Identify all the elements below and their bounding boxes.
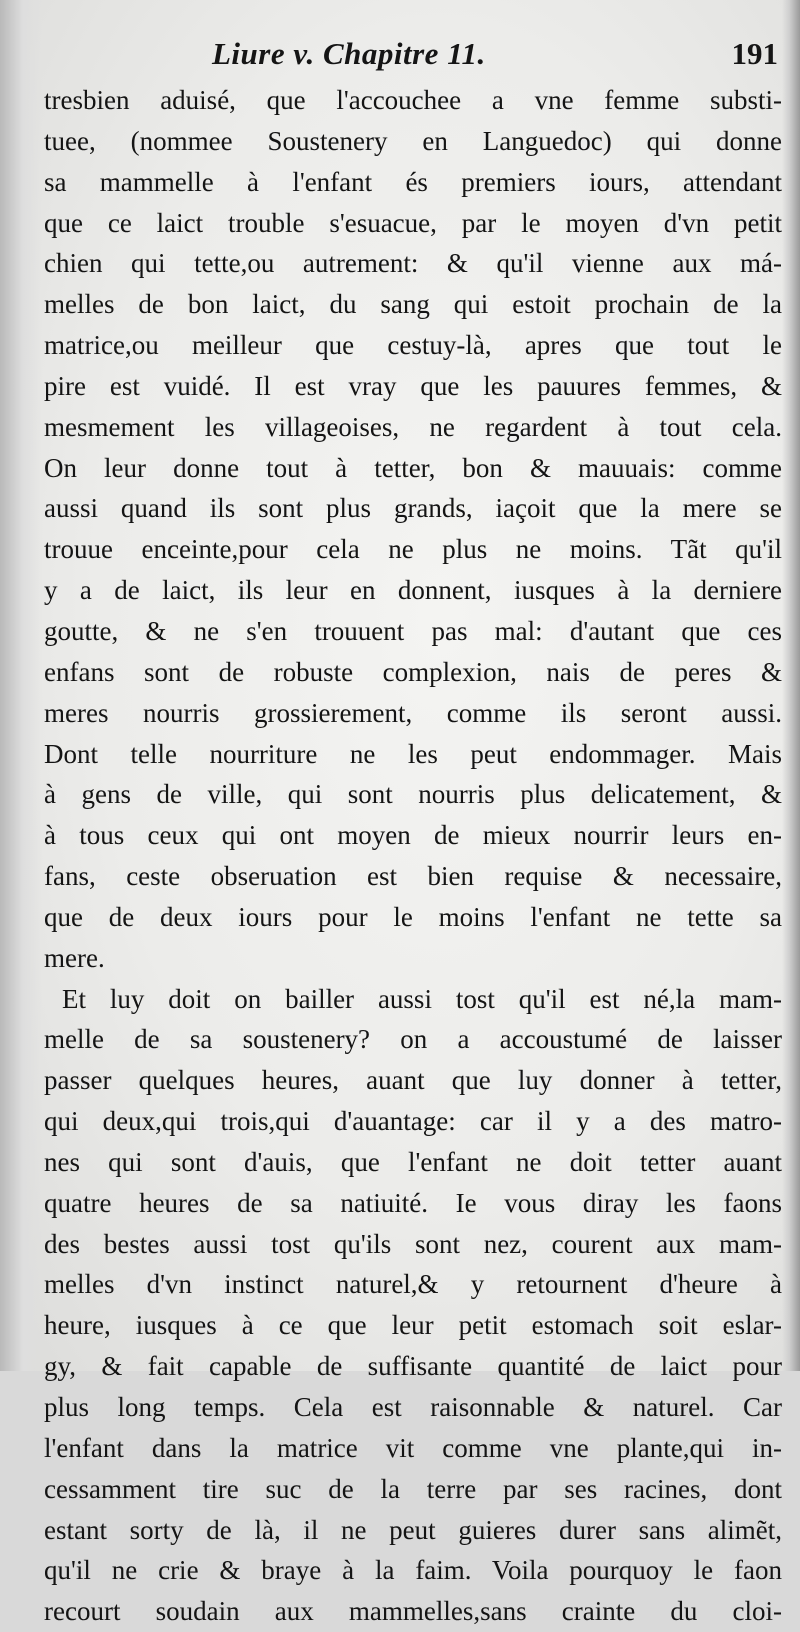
text-line: qu'il ne crie & braye à la faim. Voila pourquoy le faon (44, 1555, 782, 1586)
text-line: melles de bon laict, du sang qui estoit prochain de la (44, 289, 782, 320)
text-line: melles d'vn instinct naturel,& y retournent d'heure à (44, 1269, 782, 1300)
text-line: l'enfant dans la matrice vit comme vne plante,qui in- (44, 1432, 782, 1463)
text-line: trouue enceinte,pour cela ne plus ne moins. Tãt qu'il (44, 534, 782, 565)
text-line: matrice,ou meilleur que cestuy-là, apres que tout le (44, 330, 782, 361)
text-line: meres nourris grossierement, comme ils seront aussi. (44, 697, 782, 728)
text-line: des bestes aussi tost qu'ils sont nez, courent aux mam- (44, 1228, 782, 1259)
text-line: mere. (44, 942, 105, 973)
text-line: pire est vuidé. Il est vray que les pauures femmes, & (44, 370, 782, 401)
text-line: goutte, & ne s'en trouuent pas mal: d'autant que ces (44, 615, 782, 646)
text-line: sa mammelle à l'enfant és premiers iours, attendant (44, 166, 782, 197)
text-line: mesmement les villageoises, ne regardent à tout cela. (44, 411, 782, 442)
text-line: passer quelques heures, auant que luy donner à tetter, (44, 1065, 782, 1096)
text-line: cessamment tire suc de la terre par ses racines, dont (44, 1473, 782, 1504)
page-header (42, 30, 784, 80)
text-line: à gens de ville, qui sont nourris plus delicatement, & (44, 779, 782, 810)
text-line: y a de laict, ils leur en donnent, iusques à la derniere (44, 575, 782, 606)
binding-shadow (0, 0, 42, 1371)
text-line: recourt soudain aux mammelles,sans crainte du cloi- (44, 1596, 782, 1627)
text-line: aussi quand ils sont plus grands, iaçoit que la mere se (44, 493, 782, 524)
text-line: que de deux iours pour le moins l'enfant ne tette sa (44, 901, 782, 932)
running-head: Liure v. Chapitre 11. (212, 36, 486, 71)
text-line: heure, iusques à ce que leur petit estomach soit eslar- (44, 1310, 782, 1341)
text-line: Et luy doit on bailler aussi tost qu'il est né,la mam- (62, 983, 782, 1014)
text-line: nes qui sont d'auis, que l'enfant ne doit tetter auant (44, 1146, 782, 1177)
text-line: estant sorty de là, il ne peut guieres durer sans alimẽt, (44, 1514, 782, 1545)
text-line: enfans sont de robuste complexion, nais de peres & (44, 656, 782, 687)
text-line: plus long temps. Cela est raisonnable & naturel. Car (44, 1392, 782, 1422)
text-line: tuee, (nommee Soustenery en Languedoc) qui donne (44, 125, 782, 156)
text-line: qui deux,qui trois,qui d'auantage: car il y a des matro- (44, 1106, 782, 1137)
text-line: tresbien aduisé, que l'accouchee a vne femme substi- (44, 85, 782, 115)
text-line: chien qui tette,ou autrement: & qu'il vienne aux má- (44, 248, 782, 279)
page-edge-shadow (782, 0, 800, 1371)
text-line: Dont telle nourriture ne les peut endommager. Mais (44, 738, 782, 769)
page-number: 191 (731, 36, 778, 71)
text-line: On leur donne tout à tetter, bon & mauuais: comme (44, 452, 782, 483)
text-line: melle de sa soustenery? on a accoustumé de laisser (44, 1024, 782, 1055)
text-line: à tous ceux qui ont moyen de mieux nourrir leurs en- (44, 820, 782, 851)
text-line: quatre heures de sa natiuité. Ie vous diray les faons (44, 1187, 782, 1218)
text-line: gy, & fait capable de suffisante quantité de laict pour (44, 1351, 782, 1382)
text-line: que ce laict trouble s'esuacue, par le moyen d'vn petit (44, 207, 782, 238)
body-text (44, 80, 782, 1632)
text-line: fans, ceste obseruation est bien requise & necessaire, (44, 861, 782, 892)
